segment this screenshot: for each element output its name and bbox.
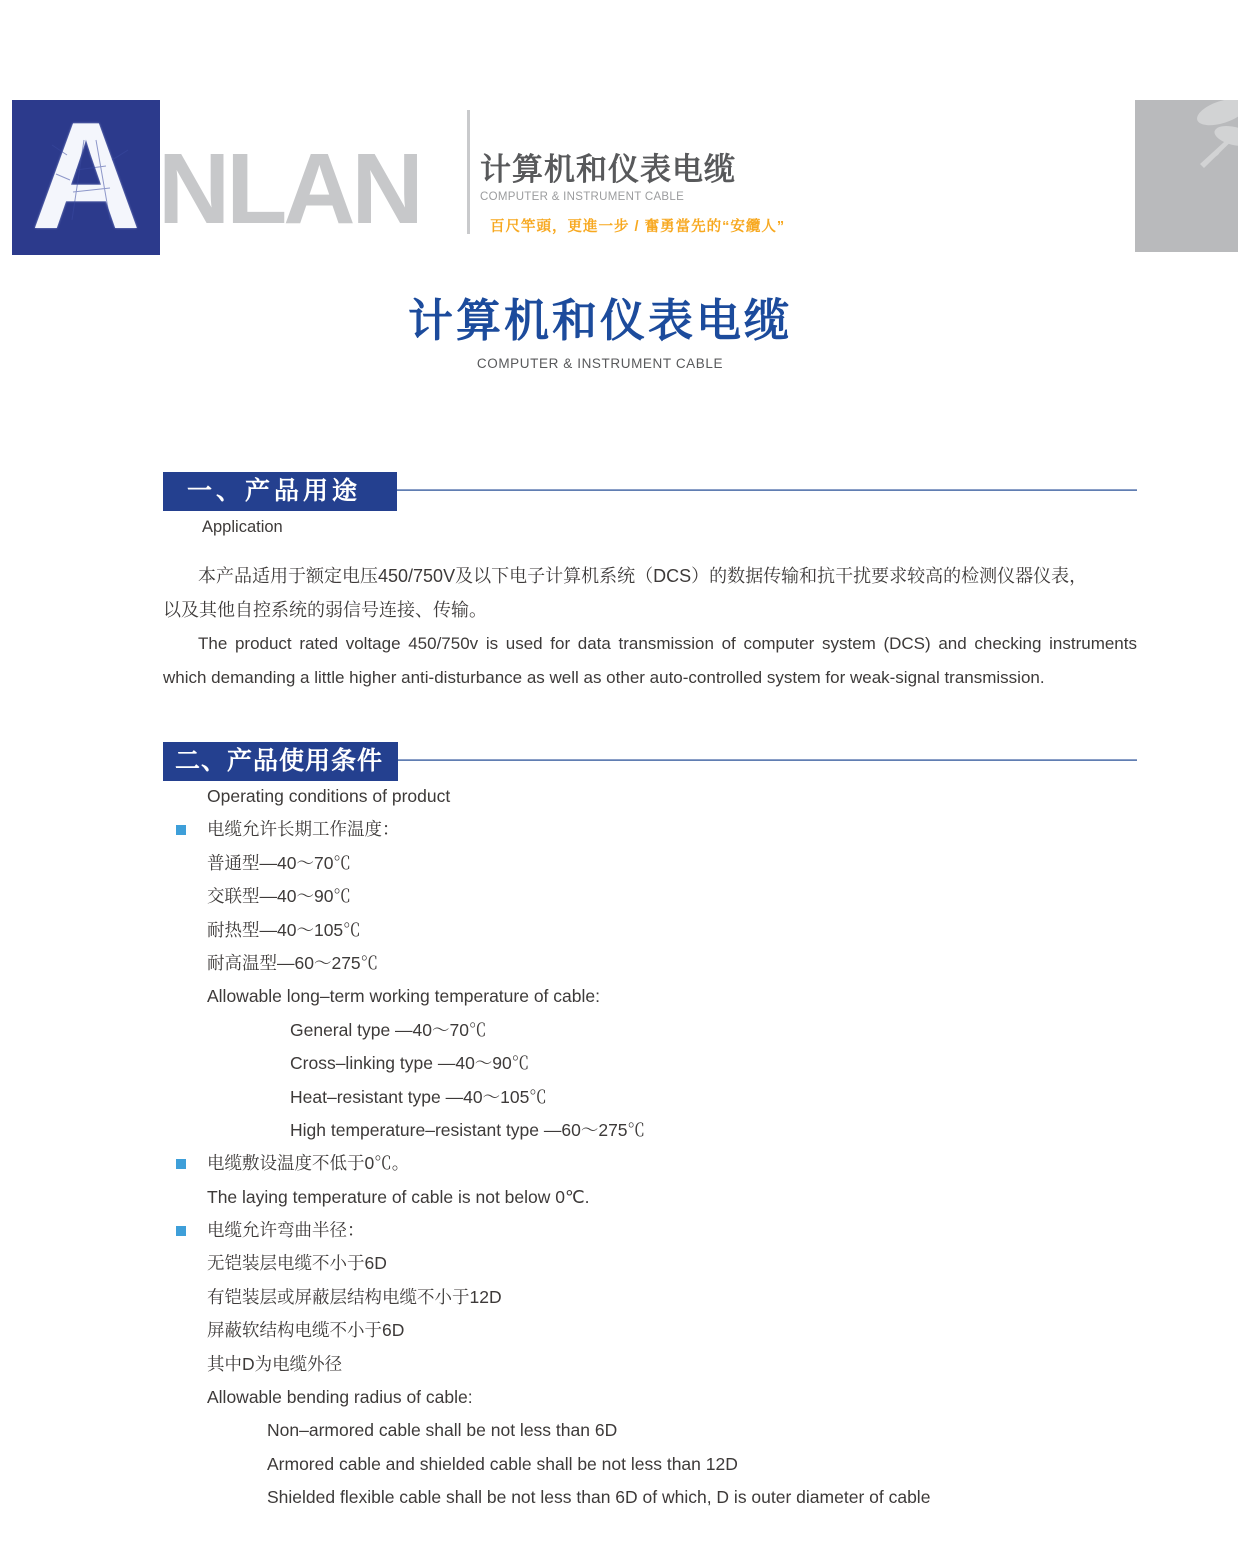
product-description-cn-line2: 以及其他自控系统的弱信号连接、传输。 bbox=[163, 599, 487, 620]
condition-line: Shielded flexible cable shall be not less than 6D of which, D is outer diameter of cable bbox=[267, 1487, 931, 1508]
condition-line: Allowable bending radius of cable: bbox=[207, 1387, 473, 1408]
section-1-rule bbox=[397, 489, 1137, 491]
product-description-cn bbox=[163, 560, 1137, 627]
condition-line: 有铠装层或屏蔽层结构电缆不小于12D bbox=[207, 1286, 502, 1307]
bullet-square-icon bbox=[176, 1159, 186, 1169]
header-text-block bbox=[480, 150, 785, 236]
condition-line: 耐热型—40～105℃ bbox=[207, 919, 361, 940]
page-title-block bbox=[119, 295, 1081, 371]
condition-line-bullet bbox=[163, 1147, 1137, 1180]
operating-conditions-label: Operating conditions of product bbox=[207, 786, 451, 806]
anlan-logo bbox=[12, 100, 160, 255]
section-1-title: 一、产品用途 bbox=[187, 477, 362, 505]
application-label: Application bbox=[202, 518, 283, 536]
condition-line: 普通型—40～70℃ bbox=[207, 852, 351, 873]
condition-line: The laying temperature of cable is not below 0℃. bbox=[207, 1186, 590, 1207]
condition-line: General type —40～70℃ bbox=[290, 1019, 487, 1040]
condition-line: Allowable long–term working temperature of cable: bbox=[207, 986, 600, 1007]
condition-text: 电缆敷设温度不低于0℃。 bbox=[207, 1153, 410, 1174]
condition-line-bullet bbox=[163, 813, 1137, 846]
condition-line: 屏蔽软结构电缆不小于6D bbox=[207, 1320, 405, 1341]
condition-line-bullet bbox=[163, 1214, 1137, 1247]
condition-line: Cross–linking type —40～90℃ bbox=[290, 1053, 530, 1074]
condition-line: Non–armored cable shall be not less than 6D bbox=[267, 1420, 618, 1441]
section-2-title: 二、产品使用条件 bbox=[175, 747, 384, 775]
logo-tower-sketch-icon bbox=[12, 100, 160, 255]
corner-image bbox=[1135, 100, 1238, 252]
condition-line: High temperature–resistant type —60～275℃ bbox=[290, 1119, 646, 1140]
condition-line: Armored cable and shielded cable shall be not less than 12D bbox=[267, 1453, 738, 1474]
bullet-square-icon bbox=[176, 1226, 186, 1236]
condition-text: 电缆允许长期工作温度： bbox=[207, 819, 400, 840]
page-title-cn: 计算机和仪表电缆 bbox=[407, 295, 792, 346]
header-divider bbox=[467, 110, 470, 234]
product-description-en: The product rated voltage 450/750v is used for data transmission of computer system (DCS) and checking instruments which demanding a little higher anti-disturbance as well as other auto-controlled system for weak-signal transmission. bbox=[163, 634, 1137, 687]
operating-conditions-list bbox=[163, 780, 1137, 1515]
logo-wordmark: NLAN bbox=[158, 133, 420, 245]
product-description-cn-line1: 本产品适用于额定电压450/750V及以下电子计算机系统（DCS）的数据传输和抗干扰要求较高的检测仪器仪表， bbox=[198, 566, 1088, 586]
header-product-title-cn: 计算机和仪表电缆 bbox=[480, 152, 736, 187]
logo-a-mark: A bbox=[31, 100, 141, 255]
header-product-title-en: COMPUTER & INSTRUMENT CABLE bbox=[480, 191, 685, 203]
condition-line: Heat–resistant type —40～105℃ bbox=[290, 1086, 547, 1107]
page-title-en: COMPUTER & INSTRUMENT CABLE bbox=[476, 356, 724, 371]
leaf-icon bbox=[1160, 100, 1238, 214]
section-2-header-bar bbox=[163, 742, 398, 781]
bullet-square-icon bbox=[176, 825, 186, 835]
condition-line: 耐高温型—60～275℃ bbox=[207, 952, 379, 973]
condition-line: 无铠装层电缆不小于6D bbox=[207, 1253, 387, 1274]
header-slogan: 百尺竿頭，更進一步 / 奮勇當先的“安纜人” bbox=[490, 219, 786, 235]
condition-line: 交联型—40～90℃ bbox=[207, 886, 351, 907]
condition-line: 其中D为电缆外径 bbox=[207, 1353, 343, 1374]
condition-text: 电缆允许弯曲半径： bbox=[207, 1220, 365, 1241]
section-2-rule bbox=[398, 759, 1137, 761]
section-1-header-bar bbox=[163, 472, 397, 511]
